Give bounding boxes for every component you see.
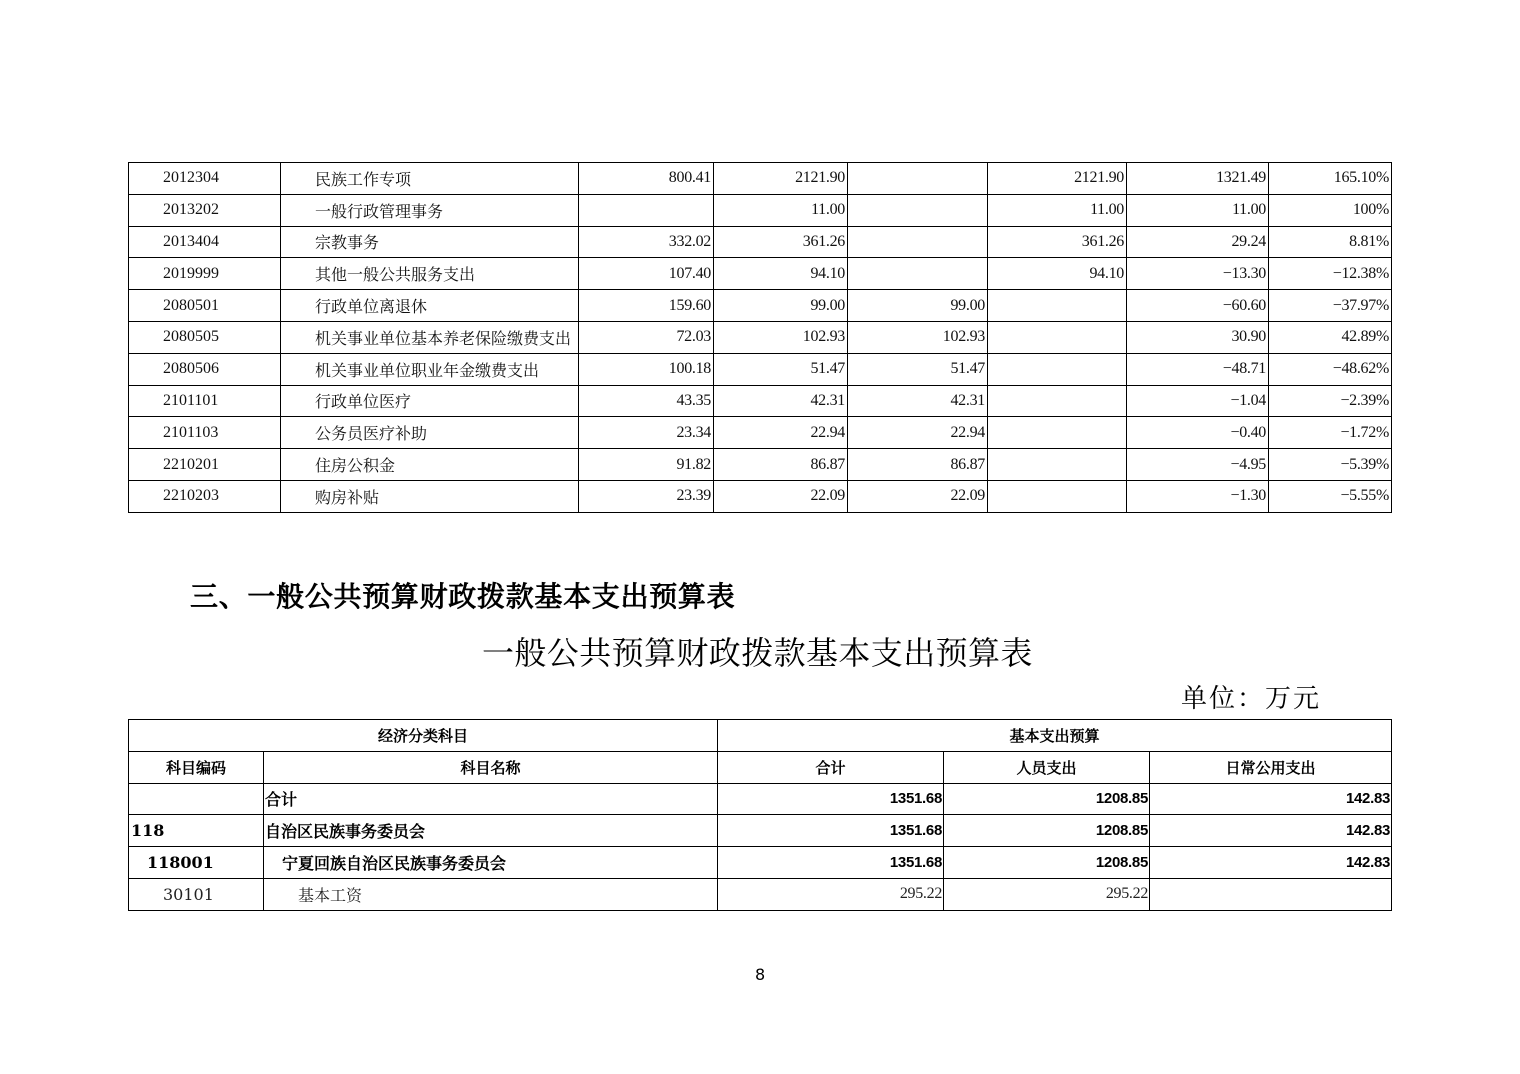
basic-expenditure-budget-table [128,719,1392,911]
cell-value-1: 107.40 [579,258,714,290]
cell-code: 2080506 [129,353,281,385]
cell-value-2: 86.87 [714,449,848,481]
cell-value-6: 165.10% [1269,163,1392,195]
cell-value-1: 91.82 [579,449,714,481]
cell-name: 机关事业单位基本养老保险缴费支出 [281,321,579,353]
expenditure-comparison-table [128,162,1392,513]
cell-name: 公务员医疗补助 [281,417,579,449]
cell-code: 2080505 [129,321,281,353]
cell-value-6: −5.39% [1269,449,1392,481]
cell-name: 行政单位离退休 [281,290,579,322]
cell-name: 宁夏回族自治区民族事务委员会 [264,847,718,879]
cell-value-4: 94.10 [988,258,1127,290]
header-budget: 基本支出预算 [718,720,1392,752]
header-code: 科目编码 [129,751,264,783]
table-row [129,321,1392,353]
cell-value-5: −60.60 [1127,290,1269,322]
cell-value-6: 42.89% [1269,321,1392,353]
header-row-columns [129,751,1392,783]
cell-name: 购房补贴 [281,480,579,512]
cell-value-3: 51.47 [848,353,988,385]
table-row [129,847,1392,879]
cell-value-3 [848,163,988,195]
cell-code: 2210201 [129,449,281,481]
cell-name: 机关事业单位职业年金缴费支出 [281,353,579,385]
cell-value-4 [988,385,1127,417]
cell-value-4 [988,321,1127,353]
cell-value-5: −48.71 [1127,353,1269,385]
cell-value-3: 99.00 [848,290,988,322]
table-row [129,480,1392,512]
cell-value-2: 11.00 [714,194,848,226]
cell-code: 2019999 [129,258,281,290]
cell-code: 2013202 [129,194,281,226]
header-row-groups [129,720,1392,752]
cell-name: 基本工资 [264,878,718,910]
cell-value-3 [848,258,988,290]
cell-value-6: −37.97% [1269,290,1392,322]
cell-code: 2210203 [129,480,281,512]
cell-code: 2013404 [129,226,281,258]
cell-value-5: 1321.49 [1127,163,1269,195]
cell-value-4: 11.00 [988,194,1127,226]
cell-value-1: 72.03 [579,321,714,353]
cell-value-4 [988,480,1127,512]
cell-value-3: 22.09 [848,480,988,512]
cell-total: 295.22 [718,878,944,910]
table-row [129,815,1392,847]
table-row [129,290,1392,322]
cell-code [129,783,264,815]
cell-value-6: −2.39% [1269,385,1392,417]
cell-value-1: 43.35 [579,385,714,417]
cell-value-1: 100.18 [579,353,714,385]
cell-value-1: 332.02 [579,226,714,258]
cell-name: 民族工作专项 [281,163,579,195]
cell-value-5: −1.30 [1127,480,1269,512]
header-name: 科目名称 [264,751,718,783]
cell-value-4: 361.26 [988,226,1127,258]
cell-personnel: 295.22 [944,878,1150,910]
table-row [129,194,1392,226]
cell-code: 118001 [129,847,264,879]
cell-code: 2101103 [129,417,281,449]
header-total: 合计 [718,751,944,783]
cell-code: 2080501 [129,290,281,322]
cell-public: 142.83 [1150,847,1392,879]
cell-personnel: 1208.85 [944,815,1150,847]
table-header [129,720,1392,784]
cell-value-6: −5.55% [1269,480,1392,512]
cell-value-2: 42.31 [714,385,848,417]
cell-value-5: −0.40 [1127,417,1269,449]
section-heading: 三、一般公共预算财政拨款基本支出预算表 [190,580,736,613]
cell-value-1: 800.41 [579,163,714,195]
cell-personnel: 1208.85 [944,783,1150,815]
cell-code: 2012304 [129,163,281,195]
header-personnel: 人员支出 [944,751,1150,783]
cell-value-3 [848,226,988,258]
page-number: 8 [755,965,766,984]
table-row [129,353,1392,385]
table-row [129,449,1392,481]
table-row [129,163,1392,195]
cell-public [1150,878,1392,910]
table-row [129,226,1392,258]
table-row [129,385,1392,417]
cell-value-4 [988,449,1127,481]
cell-value-2: 94.10 [714,258,848,290]
cell-total: 1351.68 [718,847,944,879]
cell-value-2: 2121.90 [714,163,848,195]
table-row-total [129,783,1392,815]
cell-value-6: −12.38% [1269,258,1392,290]
table-row [129,878,1392,910]
cell-value-1: 23.34 [579,417,714,449]
cell-value-2: 99.00 [714,290,848,322]
cell-value-2: 22.09 [714,480,848,512]
cell-value-6: −1.72% [1269,417,1392,449]
cell-value-2: 361.26 [714,226,848,258]
cell-code: 118 [129,815,264,847]
cell-value-1 [579,194,714,226]
cell-name: 其他一般公共服务支出 [281,258,579,290]
cell-value-3: 86.87 [848,449,988,481]
table-body [129,163,1392,513]
table-body [129,783,1392,910]
cell-value-6: −48.62% [1269,353,1392,385]
cell-value-1: 159.60 [579,290,714,322]
header-classification: 经济分类科目 [129,720,718,752]
cell-value-5: 30.90 [1127,321,1269,353]
cell-value-5: 29.24 [1127,226,1269,258]
cell-public: 142.83 [1150,815,1392,847]
cell-value-5: 11.00 [1127,194,1269,226]
cell-value-4 [988,290,1127,322]
cell-value-4 [988,417,1127,449]
cell-value-5: −1.04 [1127,385,1269,417]
cell-personnel: 1208.85 [944,847,1150,879]
cell-value-4 [988,353,1127,385]
cell-value-2: 51.47 [714,353,848,385]
cell-value-6: 8.81% [1269,226,1392,258]
cell-value-3: 22.94 [848,417,988,449]
cell-value-2: 22.94 [714,417,848,449]
cell-value-2: 102.93 [714,321,848,353]
cell-name: 合计 [264,783,718,815]
cell-value-5: −13.30 [1127,258,1269,290]
cell-name: 一般行政管理事务 [281,194,579,226]
cell-value-3: 42.31 [848,385,988,417]
cell-value-4: 2121.90 [988,163,1127,195]
cell-public: 142.83 [1150,783,1392,815]
table-row [129,258,1392,290]
cell-value-5: −4.95 [1127,449,1269,481]
cell-value-6: 100% [1269,194,1392,226]
cell-name: 行政单位医疗 [281,385,579,417]
cell-code: 2101101 [129,385,281,417]
cell-total: 1351.68 [718,815,944,847]
cell-value-3: 102.93 [848,321,988,353]
unit-label: 单位：万元 [1181,684,1322,714]
cell-code: 30101 [129,878,264,910]
cell-name: 宗教事务 [281,226,579,258]
table-row [129,417,1392,449]
cell-total: 1351.68 [718,783,944,815]
header-public: 日常公用支出 [1150,751,1392,783]
cell-value-1: 23.39 [579,480,714,512]
table-title: 一般公共预算财政拨款基本支出预算表 [482,634,1033,672]
cell-name: 自治区民族事务委员会 [264,815,718,847]
cell-name: 住房公积金 [281,449,579,481]
cell-value-3 [848,194,988,226]
